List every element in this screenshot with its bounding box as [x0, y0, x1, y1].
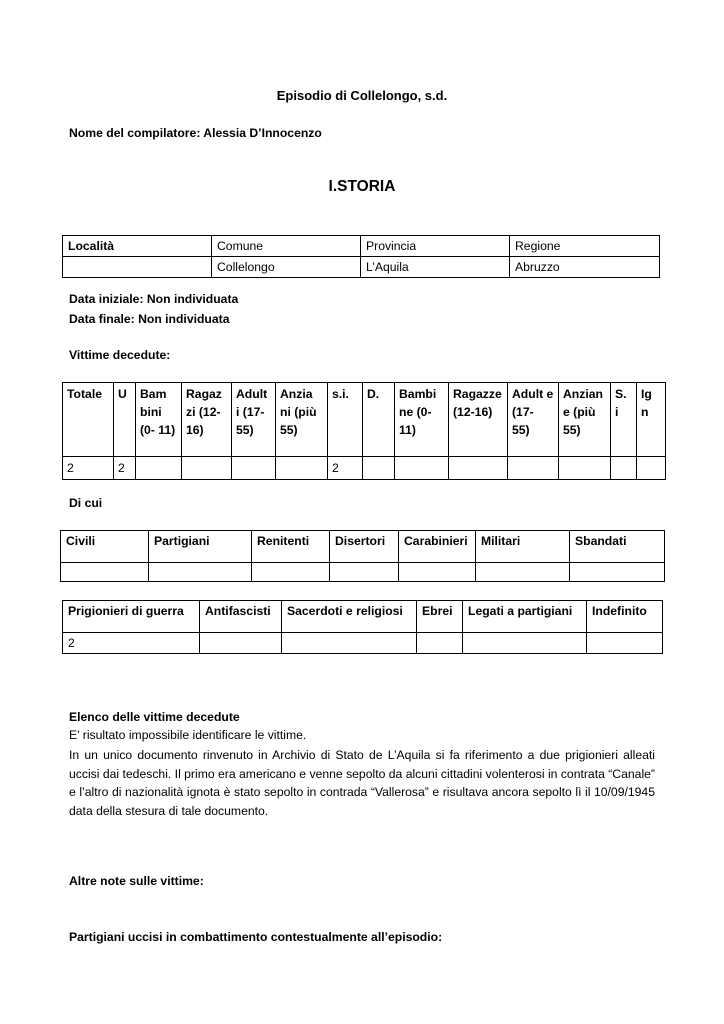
table-header-cell: Civili	[61, 531, 149, 563]
table-header-cell: Sbandati	[570, 531, 665, 563]
victims-table	[62, 382, 666, 480]
table-header-cell: Regione	[510, 236, 660, 257]
table-cell: Abruzzo	[510, 257, 660, 278]
location-table	[62, 235, 660, 278]
victims-list-paragraph: In un unico documento rinvenuto in Archivio di Stato de L’Aquila si fa riferimento a due prigionieri alleati uccisi dai tedeschi. Il primo era americano e venne sepolto da alcuni cittadini volenterosi in contrata “Canale” e l’altro di nazionalità ignota è stato sepolto in contrada “Vallerosa” e risultava ancora sepolto lì il 10/09/1945 data della stesura di tale documento.	[69, 748, 655, 818]
table-cell	[476, 563, 570, 582]
table-cell	[363, 457, 395, 480]
table-cell	[252, 563, 330, 582]
table-header-cell: Provincia	[361, 236, 510, 257]
table-cell	[587, 633, 663, 654]
table-header-cell: Località	[63, 236, 212, 257]
table-row	[63, 457, 666, 480]
other-notes-heading: Altre note sulle vittime:	[69, 874, 204, 888]
table-header-cell: Ragazze (12-16)	[449, 383, 508, 457]
table-cell	[559, 457, 611, 480]
table-cell	[611, 457, 637, 480]
categories-table-1	[60, 530, 665, 582]
table-header-cell: Bambi ne (0- 11)	[395, 383, 449, 457]
date-start: Data iniziale: Non individuata	[69, 292, 239, 306]
table-cell	[136, 457, 182, 480]
table-header-cell: Comune	[212, 236, 361, 257]
victims-label: Vittime decedute:	[69, 348, 171, 362]
table-cell: 2	[328, 457, 363, 480]
categories-table-2	[62, 600, 663, 654]
table-cell	[449, 457, 508, 480]
table-header-cell: Antifascisti	[200, 601, 282, 633]
table-cell	[282, 633, 417, 654]
table-header-cell: Militari	[476, 531, 570, 563]
table-header-cell: Sacerdoti e religiosi	[282, 601, 417, 633]
table-header-cell: Ebrei	[417, 601, 463, 633]
table-cell: 2	[63, 457, 114, 480]
table-header-cell: Totale	[63, 383, 114, 457]
table-row	[61, 531, 665, 563]
table-row	[63, 257, 660, 278]
table-cell	[417, 633, 463, 654]
victims-list-intro: E’ risultato impossibile identificare le vittime.	[69, 728, 307, 742]
table-header-cell: Adult i (17- 55)	[232, 383, 276, 457]
table-header-cell: Carabinieri	[399, 531, 476, 563]
table-cell: 2	[114, 457, 136, 480]
table-header-cell: D.	[363, 383, 395, 457]
table-cell	[330, 563, 399, 582]
table-cell	[395, 457, 449, 480]
table-header-cell: s.i.	[328, 383, 363, 457]
di-cui-label: Di cui	[69, 496, 103, 510]
table-header-cell: Bam bini (0- 11)	[136, 383, 182, 457]
table-cell	[61, 563, 149, 582]
table-row	[63, 383, 666, 457]
table-cell	[276, 457, 328, 480]
table-cell	[508, 457, 559, 480]
table-cell	[149, 563, 252, 582]
table-header-cell: Indefinito	[587, 601, 663, 633]
table-cell: 2	[63, 633, 200, 654]
table-header-cell: Disertori	[330, 531, 399, 563]
table-cell: L’Aquila	[361, 257, 510, 278]
table-cell	[200, 633, 282, 654]
table-row	[63, 236, 660, 257]
victims-list-heading: Elenco delle vittime decedute	[69, 710, 240, 724]
table-header-cell: Adult e (17- 55)	[508, 383, 559, 457]
table-header-cell: Anzia ni (più 55)	[276, 383, 328, 457]
table-row	[63, 601, 663, 633]
table-header-cell: Ig n	[637, 383, 666, 457]
table-header-cell: Renitenti	[252, 531, 330, 563]
table-cell	[182, 457, 232, 480]
section-title: I.STORIA	[328, 178, 396, 195]
table-cell	[637, 457, 666, 480]
compiler-name: Nome del compilatore: Alessia D’Innocenzo	[69, 126, 322, 140]
table-header-cell: Ragaz zi (12- 16)	[182, 383, 232, 457]
table-header-cell: Prigionieri di guerra	[63, 601, 200, 633]
table-header-cell: U	[114, 383, 136, 457]
document-title: Episodio di Collelongo, s.d.	[276, 88, 448, 103]
table-cell	[463, 633, 587, 654]
table-cell	[232, 457, 276, 480]
date-end: Data finale: Non individuata	[69, 312, 230, 326]
table-header-cell: S. i	[611, 383, 637, 457]
table-cell	[63, 257, 212, 278]
table-row	[61, 563, 665, 582]
table-header-cell: Anzian e (più 55)	[559, 383, 611, 457]
table-header-cell: Partigiani	[149, 531, 252, 563]
table-header-cell: Legati a partigiani	[463, 601, 587, 633]
partisans-heading: Partigiani uccisi in combattimento contestualmente all’episodio:	[69, 930, 443, 944]
table-cell	[399, 563, 476, 582]
table-row	[63, 633, 663, 654]
table-cell: Collelongo	[212, 257, 361, 278]
table-cell	[570, 563, 665, 582]
